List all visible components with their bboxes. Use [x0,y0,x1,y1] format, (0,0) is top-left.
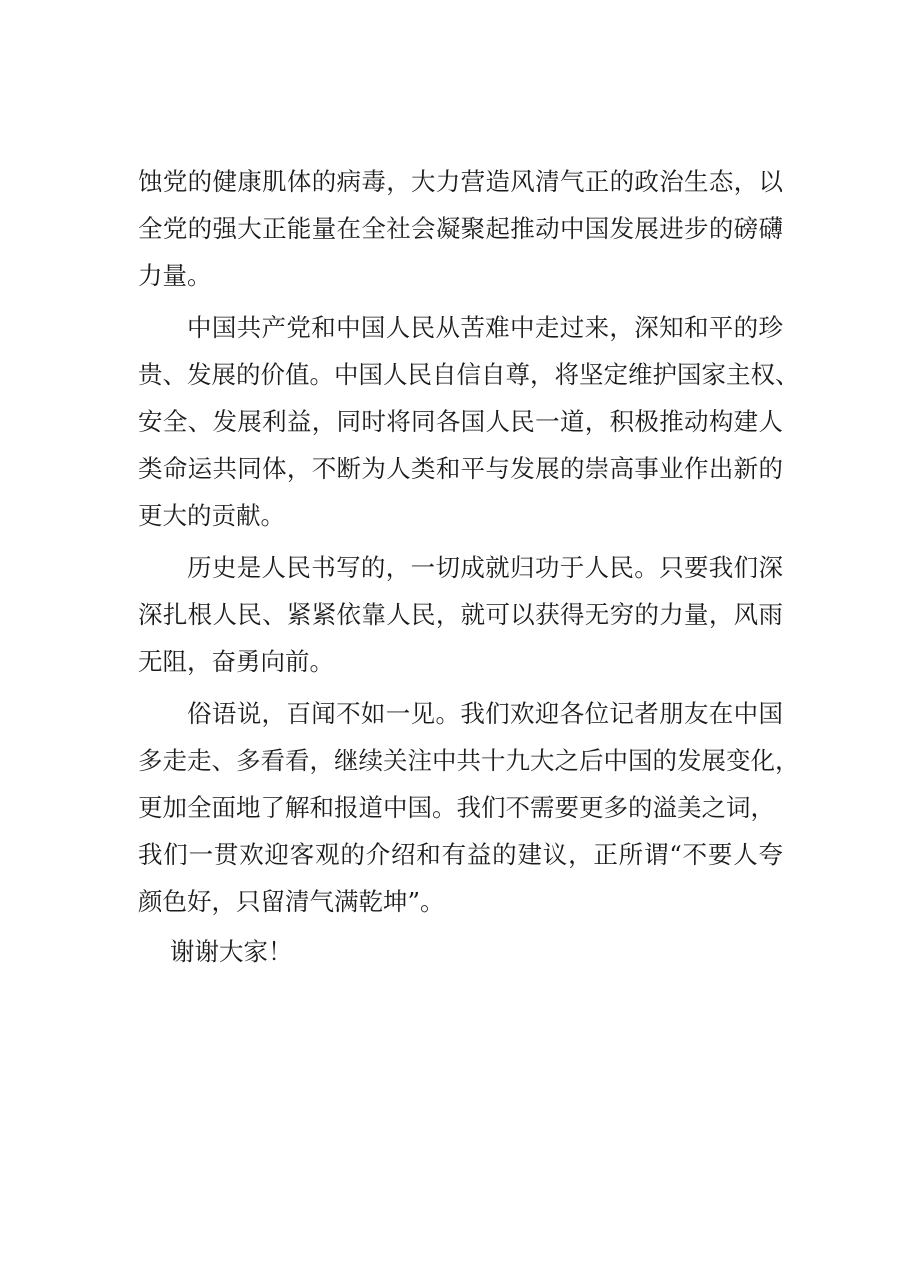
paragraph-1-line-2: 全党的强大正能量在全社会凝聚起推动中国发展进步的磅礴 [138,214,783,243]
paragraph-2-line-4: 类命运共同体，不断为人类和平与发展的崇高事业作出新的 [138,454,783,483]
paragraph-1-line-1: 蚀党的健康肌体的病毒，大力营造风清气正的政治生态，以 [138,167,783,196]
paragraph-3-line-3: 无阻，奋勇向前。 [138,647,334,676]
paragraph-1-line-3: 力量。 [138,261,212,290]
paragraph-4-line-3: 更加全面地了解和报道中国。我们不需要更多的溢美之词， [138,793,775,822]
paragraph-4-line-2: 多走走、多看看，继续关注中共十九大之后中国的发展变化， [138,746,800,775]
paragraph-4-line-1: 俗语说，百闻不如一见。我们欢迎各位记者朋友在中国 [187,699,783,728]
paragraph-3-line-2: 深扎根人民、紧紧依靠人民，就可以获得无穷的力量，风雨 [138,600,783,629]
paragraph-2-line-3: 安全、发展利益，同时将同各国人民一道，积极推动构建人 [138,407,783,436]
closing-thanks: 谢谢大家！ [170,937,293,966]
paragraph-3-line-1: 历史是人民书写的，一切成就归功于人民。只要我们深 [187,553,783,582]
paragraph-2-line-1: 中国共产党和中国人民从苦难中走过来，深知和平的珍 [187,313,783,342]
paragraph-2-line-2: 贵、发展的价值。中国人民自信自尊，将坚定维护国家主权、 [138,360,800,389]
paragraph-4-line-5: 颜色好，只留清气满乾坤”。 [138,887,445,916]
paragraph-4-line-4: 我们一贯欢迎客观的介绍和有益的建议，正所谓“不要人夸 [138,840,783,869]
paragraph-2-line-5: 更大的贡献。 [138,501,285,530]
